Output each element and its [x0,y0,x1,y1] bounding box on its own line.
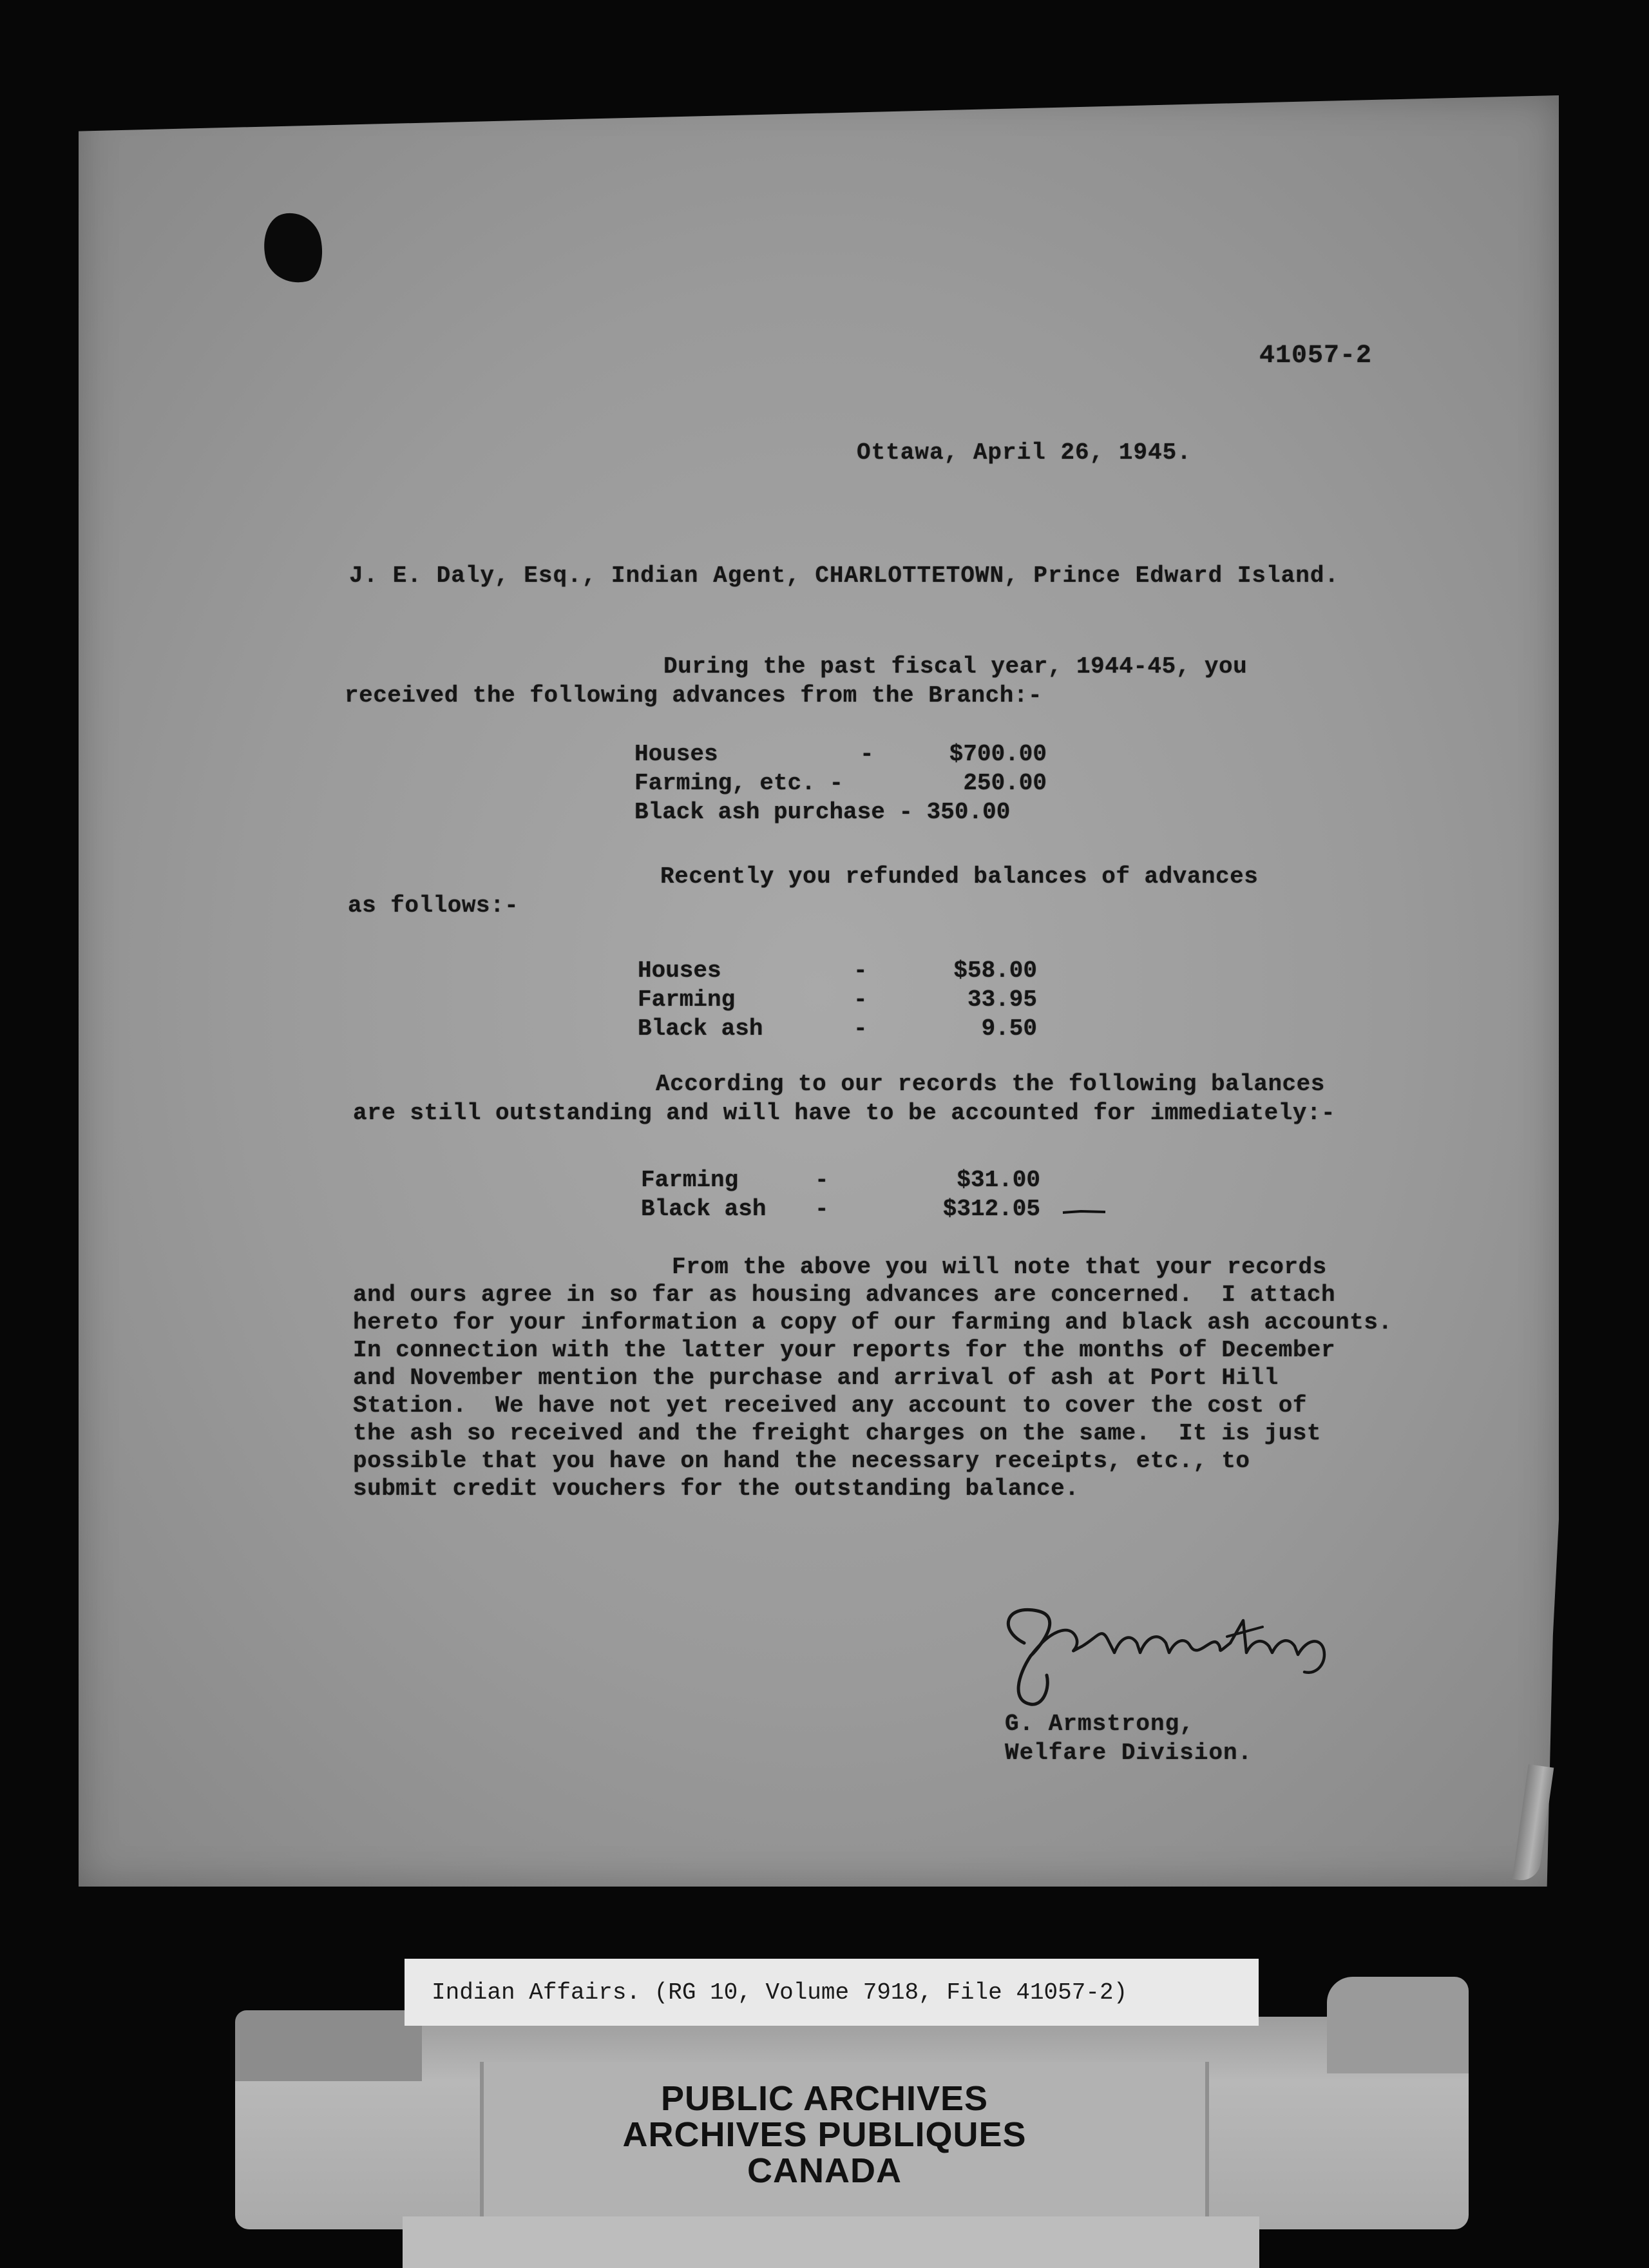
paragraph-closing [353,1253,1393,1503]
paragraph-line: and ours agree in so far as housing advances are concerned. I attach [353,1282,1336,1308]
row-label: Houses [638,957,721,984]
paragraph-advances [345,652,1247,710]
row-amount: $700.00 [949,741,1047,767]
table-row [641,1196,1040,1225]
row-separator: - [815,1167,829,1193]
outstanding-table [641,1167,1040,1225]
archive-stamp-line-1: PUBLIC ARCHIVES [660,2079,989,2118]
archive-card-tab-right [1327,1977,1469,2073]
row-amount: $58.00 [953,957,1037,984]
advances-table [634,741,1047,828]
reference-text: Indian Affairs. (RG 10, Volume 7918, File 41057-2) [432,1979,1128,2006]
paragraph-line: Recently you refunded balances of advances [660,863,1259,890]
table-row [634,741,1047,770]
row-label: Black ash [641,1196,767,1222]
row-label: Farming [641,1167,739,1193]
row-separator: - [853,957,868,984]
paragraph-line: received the following advances from the Branch:- [345,682,1043,709]
table-row [634,799,1047,828]
row-amount: $312.05 [942,1196,1040,1222]
table-row [638,1015,1037,1044]
row-label: Black ash purchase - 350.00 [634,799,1011,825]
paragraph-line: as follows:- [348,892,519,919]
row-separator: - [853,1015,868,1042]
signatory-division: Welfare Division. [1005,1740,1253,1766]
paragraph-line: During the past fiscal year, 1944-45, you [663,653,1248,680]
pen-tick-mark [1062,1210,1107,1214]
refunds-table [638,957,1037,1044]
archive-card-tab-left [235,2010,422,2081]
row-separator: - [853,986,868,1013]
row-amount: 33.95 [967,986,1037,1013]
row-amount: $31.00 [957,1167,1040,1193]
addressee: J. E. Daly, Esq., Indian Agent, CHARLOTTETOWN, Prince Edward Island. [349,562,1340,589]
row-label: Houses [634,741,718,767]
archive-card-bottom [403,2216,1259,2268]
dateline: Ottawa, April 26, 1945. [857,439,1192,466]
signatory-name: G. Armstrong, [1005,1711,1194,1737]
row-label: Farming, etc. - [634,770,844,796]
paragraph-line: submit credit vouchers for the outstanding balance. [353,1475,1080,1502]
row-amount: 250.00 [963,770,1047,796]
row-label: Black ash [638,1015,763,1042]
table-row [634,770,1047,799]
table-row [641,1167,1040,1196]
archive-stamp-line-2: ARCHIVES PUBLIQUES [622,2115,1027,2154]
paragraph-line: Station. We have not yet received any account to cover the cost of [353,1392,1307,1419]
row-separator: - [815,1196,829,1222]
archive-stamp-line-3: CANADA [747,2151,902,2190]
file-number: 41057-2 [1259,341,1373,370]
paragraph-line: hereto for your information a copy of our farming and black ash accounts. [353,1309,1393,1336]
paragraph-line: From the above you will note that your records [672,1254,1327,1280]
paragraph-outstanding [353,1070,1335,1128]
paragraph-line: the ash so received and the freight charges on the same. It is just [353,1420,1322,1446]
paragraph-line: In connection with the latter your reports for the months of December [353,1337,1336,1363]
paragraph-line: are still outstanding and will have to be accounted for immediately:- [353,1100,1336,1126]
table-row [638,986,1037,1015]
paragraph-line: possible that you have on hand the necessary receipts, etc., to [353,1448,1250,1474]
row-amount: 9.50 [981,1015,1037,1042]
table-row [638,957,1037,986]
handwritten-signature [986,1591,1346,1720]
paragraph-refunds [348,862,1258,920]
row-label: Farming [638,986,736,1013]
paragraph-line: According to our records the following balances [656,1071,1325,1097]
paragraph-line: and November mention the purchase and arrival of ash at Port Hill [353,1365,1279,1391]
row-separator: - [860,741,874,767]
